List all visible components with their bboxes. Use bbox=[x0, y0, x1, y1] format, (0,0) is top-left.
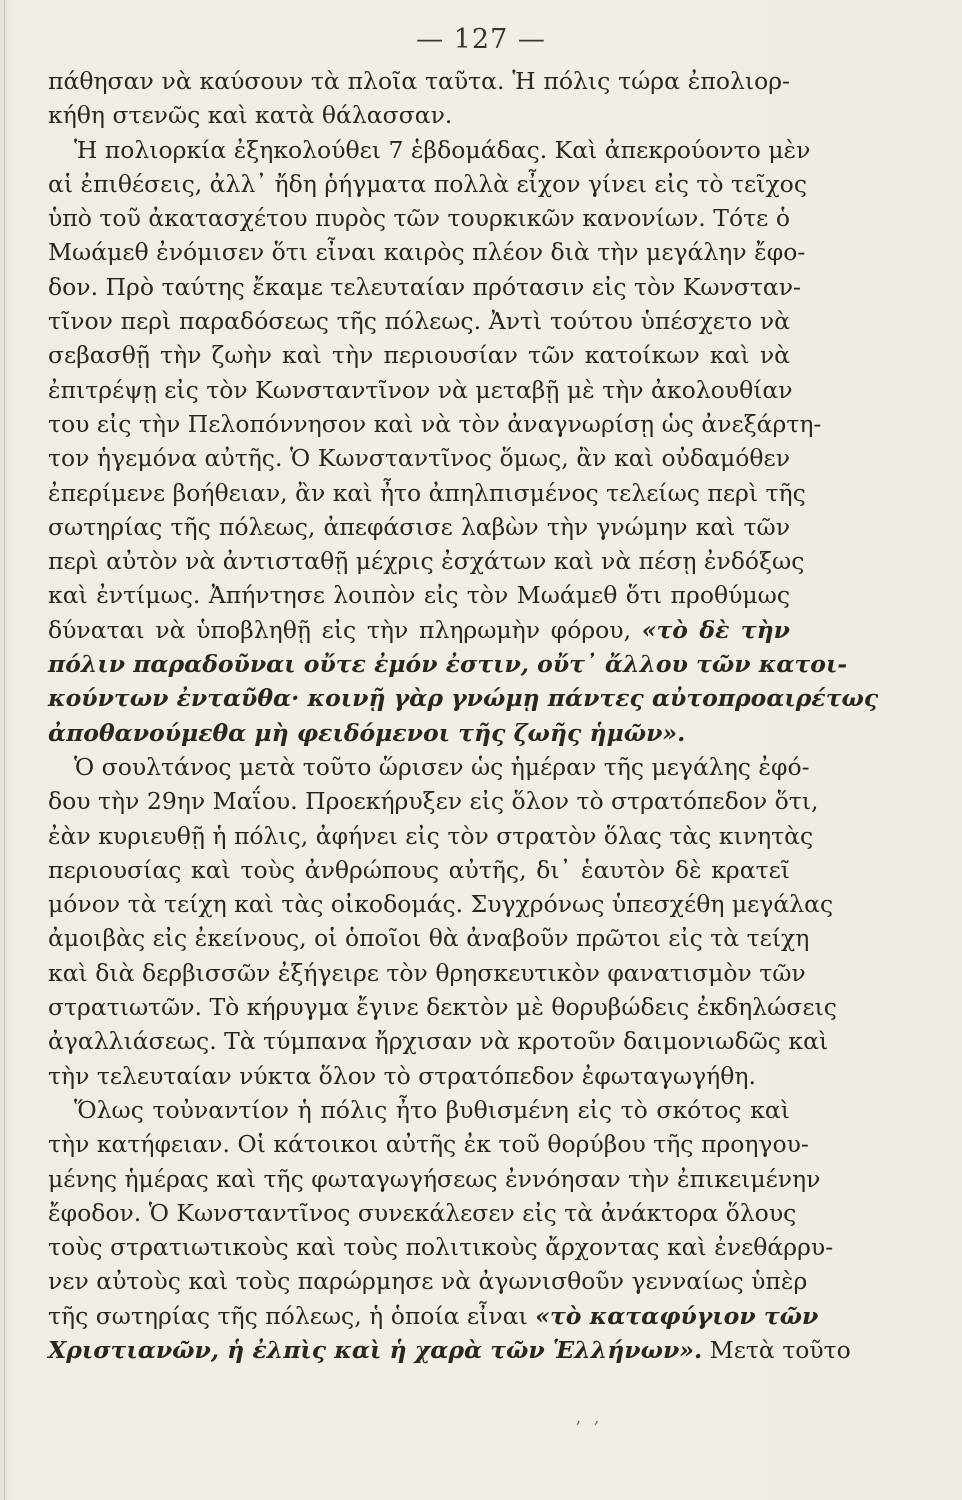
text-line: τὴν τελευταίαν νύκτα ὅλον τὸ στρατόπεδον ἐφωταγωγήθη. bbox=[48, 1061, 756, 1090]
text-line: Ἡ πολιορκία ἐξηκολούθει 7 ἑβδομάδας. Καὶ ἀπεκρούοντο μὲν bbox=[74, 135, 811, 164]
text-line: τοὺς στρατιωτικοὺς καὶ τοὺς πολιτικοὺς ἄρχοντας καὶ ἐνεθάρρυ- bbox=[48, 1233, 834, 1262]
quote-line: πόλιν παραδοῦναι οὔτε ἐμόν ἐστιν, οὔτ᾿ ἄλλου τῶν κατοι- bbox=[48, 650, 848, 679]
text-line: νεν αὐτοὺς καὶ τοὺς παρώρμησε νὰ ἀγωνισθοῦν γενναίως ὑπὲρ bbox=[48, 1267, 808, 1296]
quote-end: Χριστιανῶν, ἡ ἐλπὶς καὶ ἡ χαρὰ τῶν Ἑλλήνων». bbox=[48, 1335, 703, 1364]
text-line: στρατιωτῶν. Τὸ κήρυγμα ἔγινε δεκτὸν μὲ θορυβώδεις ἐκδηλώσεις bbox=[48, 993, 837, 1022]
text-segment: Μετὰ τοῦτο bbox=[709, 1335, 851, 1364]
text-line: ἀμοιβὰς εἰς ἐκείνους, οἱ ὁποῖοι θὰ ἀναβοῦν πρῶτοι εἰς τὰ τείχη bbox=[48, 924, 810, 953]
text-line: του εἰς τὴν Πελοπόννησον καὶ νὰ τὸν ἀναγνωρίσῃ ὡς ἀνεξάρτη- bbox=[48, 409, 822, 438]
footer-mark: , , bbox=[576, 1408, 604, 1427]
text-line: μόνον τὰ τείχη καὶ τὰς οἰκοδομάς. Συγχρόνως ὑπεσχέθη μεγάλας bbox=[48, 890, 834, 919]
text-line-with-quote bbox=[48, 1333, 851, 1367]
text-line: καὶ ἐντίμως. Ἀπήντησε λοιπὸν εἰς τὸν Μωάμεθ ὅτι προθύμως bbox=[48, 581, 790, 610]
text-line: Ὅλως τοὐναντίον ἡ πόλις ἦτο βυθισμένη εἰς τὸ σκότος καὶ bbox=[74, 1095, 790, 1124]
quote-line: ἀποθανούμεθα μὴ φειδόμενοι τῆς ζωῆς ἡμῶν». bbox=[48, 718, 686, 747]
body-text bbox=[48, 64, 879, 1367]
text-line: τῖνον περὶ παραδόσεως τῆς πόλεως. Ἀντὶ τούτου ὑπέσχετο νὰ bbox=[48, 307, 790, 336]
text-line: ὑπὸ τοῦ ἀκατασχέτου πυρὸς τῶν τουρκικῶν κανονίων. Τότε ὁ bbox=[48, 204, 790, 233]
text-segment: τῆς σωτηρίας τῆς πόλεως, ἡ ὁποία εἶναι bbox=[48, 1301, 528, 1330]
text-line: τὴν κατήφειαν. Οἱ κάτοικοι αὐτῆς ἐκ τοῦ θορύβου τῆς προηγου- bbox=[48, 1130, 809, 1159]
text-line: ἔφοδον. Ὁ Κωνσταντῖνος συνεκάλεσεν εἰς τὰ ἀνάκτορα ὅλους bbox=[48, 1198, 797, 1227]
text-line: δου τὴν 29ην Μαΐου. Προεκήρυξεν εἰς ὅλον τὸ στρατόπεδον ὅτι, bbox=[48, 787, 819, 816]
page-number: — 127 — bbox=[416, 24, 546, 55]
text-line-with-quote bbox=[48, 613, 790, 647]
text-line: ἀγαλλιάσεως. Τὰ τύμπανα ἤρχισαν νὰ κροτοῦν δαιμονιωδῶς καὶ bbox=[48, 1027, 829, 1056]
text-segment: δύναται νὰ ὑποβληθῇ εἰς τὴν πληρωμὴν φόρου, bbox=[48, 615, 632, 644]
text-line: αἱ ἐπιθέσεις, ἀλλ᾿ ἤδη ῥήγματα πολλὰ εἶχον γίνει εἰς τὸ τεῖχος bbox=[48, 169, 807, 198]
text-line: ἐὰν κυριευθῇ ἡ πόλις, ἀφήνει εἰς τὸν στρατὸν ὅλας τὰς κινητὰς bbox=[48, 821, 814, 850]
text-line: μένης ἡμέρας καὶ τῆς φωταγωγήσεως ἐννόησαν τὴν ἐπικειμένην bbox=[48, 1164, 821, 1193]
quote-start: «τὸ δὲ τὴν bbox=[641, 615, 790, 644]
text-line: περιουσίας καὶ τοὺς ἀνθρώπους αὐτῆς, δι᾿ ἑαυτὸν δὲ κρατεῖ bbox=[48, 855, 790, 884]
text-line: Μωάμεθ ἐνόμισεν ὅτι εἶναι καιρὸς πλέον διὰ τὴν μεγάλην ἔφο- bbox=[48, 238, 806, 267]
text-line: ἐπερίμενε βοήθειαν, ἂν καὶ ἦτο ἀπηλπισμένος τελείως περὶ τῆς bbox=[48, 478, 806, 507]
text-line: πάθησαν νὰ καύσουν τὰ πλοῖα ταῦτα. Ἡ πόλις τώρα ἐπολιορ- bbox=[48, 67, 790, 95]
quote-line: κούντων ἐνταῦθα· κοινῇ γὰρ γνώμῃ πάντες αὐτοπροαιρέτως bbox=[48, 684, 879, 713]
text-line: σωτηρίας τῆς πόλεως, ἀπεφάσισε λαβὼν τὴν γνώμην καὶ τῶν bbox=[48, 512, 790, 541]
text-line: καὶ διὰ δερβισσῶν ἐξήγειρε τὸν θρησκευτικὸν φανατισμὸν τῶν bbox=[48, 958, 806, 987]
page-edge bbox=[4, 0, 5, 1500]
text-line: ἐπιτρέψῃ εἰς τὸν Κωνσταντῖνον νὰ μεταβῇ μὲ τὴν ἀκολουθίαν bbox=[48, 375, 793, 404]
text-line: κήθη στενῶς καὶ κατὰ θάλασσαν. bbox=[48, 101, 453, 130]
text-line: περὶ αὐτὸν νὰ ἀντισταθῇ μέχρις ἐσχάτων καὶ νὰ πέσῃ ἐνδόξως bbox=[48, 547, 805, 576]
text-line: Ὁ σουλτάνος μετὰ τοῦτο ὥρισεν ὡς ἡμέραν τῆς μεγάλης ἐφό- bbox=[74, 752, 810, 781]
text-line-with-quote bbox=[48, 1299, 819, 1333]
quote-start: «τὸ καταφύγιον τῶν bbox=[535, 1301, 819, 1330]
text-line: δον. Πρὸ ταύτης ἔκαμε τελευταίαν πρότασιν εἰς τὸν Κωνσταν- bbox=[48, 272, 801, 301]
text-line: τον ἡγεμόνα αὐτῆς. Ὁ Κωνσταντῖνος ὅμως, ἂν καὶ οὐδαμόθεν bbox=[48, 444, 790, 473]
text-line: σεβασθῇ τὴν ζωὴν καὶ τὴν περιουσίαν τῶν κατοίκων καὶ νὰ bbox=[48, 341, 790, 370]
